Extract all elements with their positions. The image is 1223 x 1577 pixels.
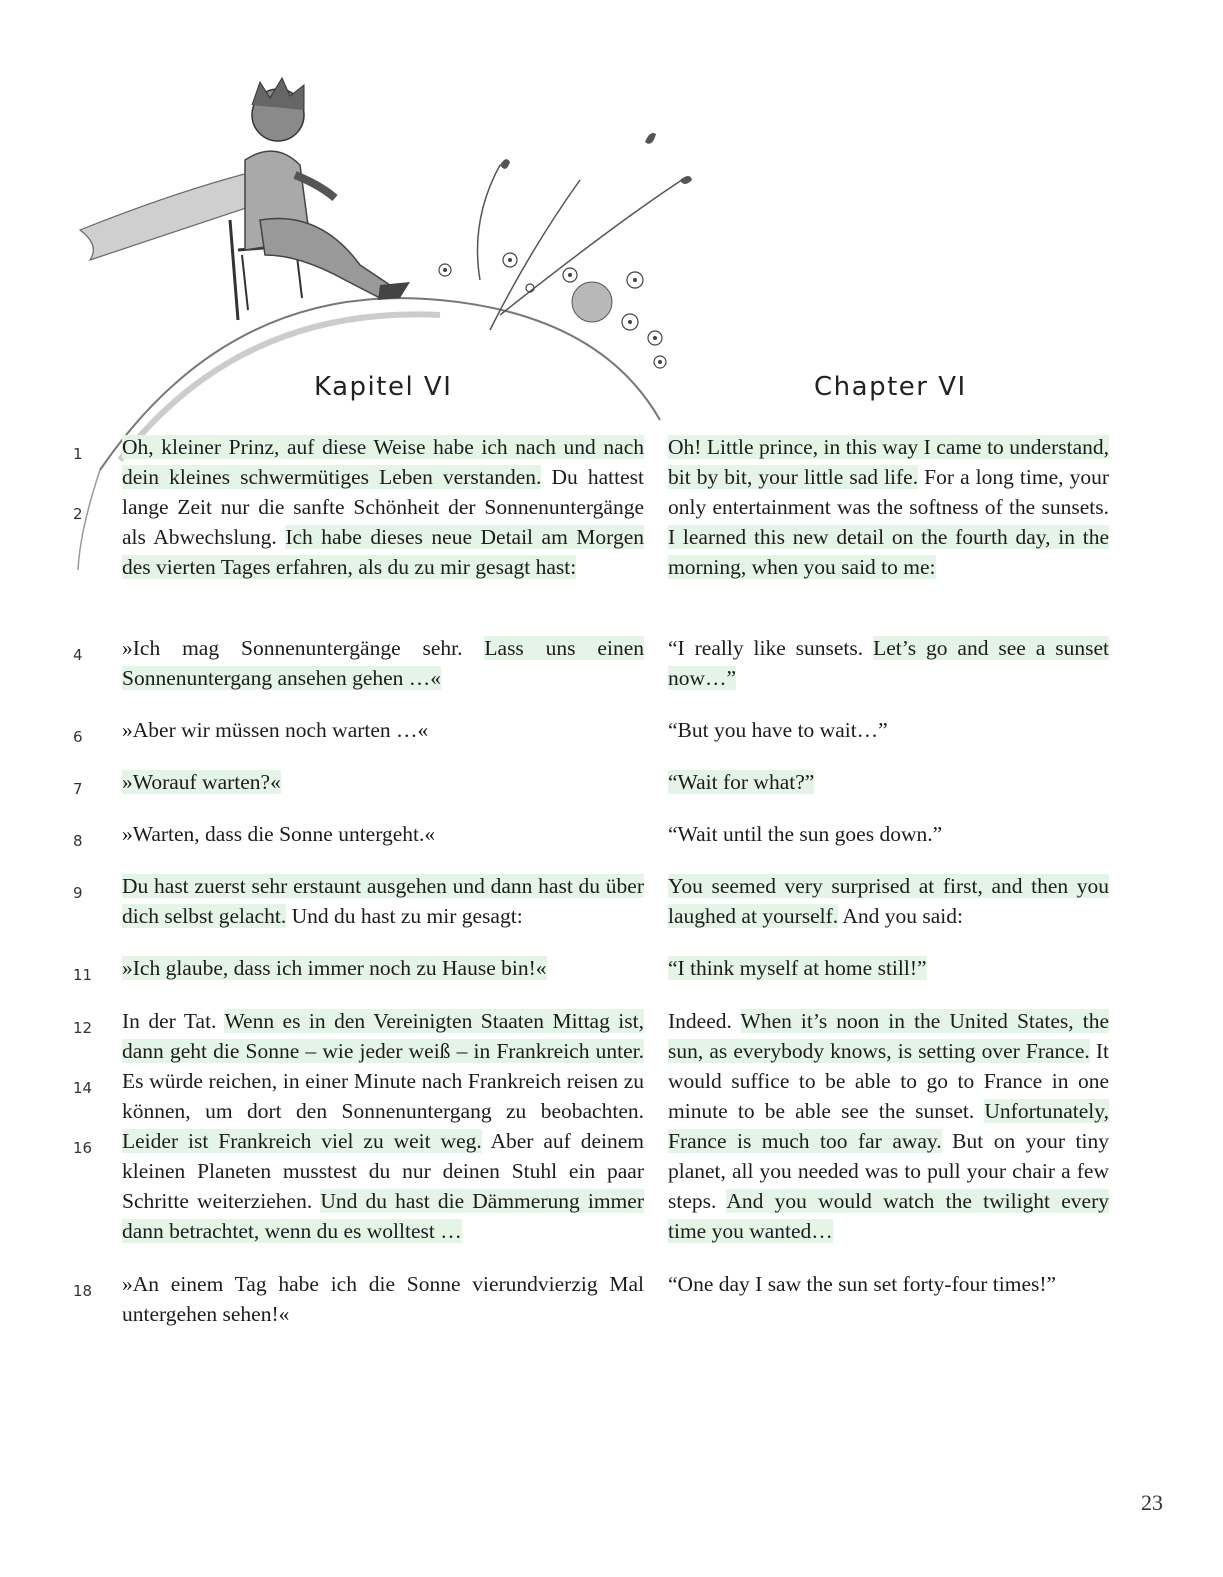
- sentence: Und du hast zu mir gesagt:: [286, 904, 523, 928]
- english-paragraph: [668, 432, 1109, 582]
- german-paragraph: [122, 432, 644, 582]
- sentence: In der Tat.: [122, 1009, 225, 1033]
- english-paragraph: [668, 715, 1109, 745]
- line-number: 6: [73, 728, 83, 746]
- german-paragraph: [122, 715, 644, 745]
- highlighted-sentence: »Worauf warten?«: [122, 770, 281, 794]
- line-number: 7: [73, 780, 83, 798]
- english-paragraph: [668, 871, 1109, 931]
- english-paragraph: [668, 1269, 1109, 1299]
- sentence: It would suffice to be able to go to France in one minute to be able see the sunset.: [668, 1039, 1109, 1123]
- english-paragraph: [668, 633, 1109, 693]
- sentence: Indeed.: [668, 1009, 741, 1033]
- line-number: 14: [73, 1079, 93, 1097]
- page-number: 23: [1141, 1490, 1163, 1515]
- highlighted-sentence: “I think myself at home still!”: [668, 956, 927, 980]
- highlighted-sentence: When it’s noon in the United States, the sun, as everybody knows, is setting over France.: [668, 1009, 1109, 1063]
- line-number: 18: [73, 1282, 93, 1300]
- sentence: »Warten, dass die Sonne untergeht.«: [122, 822, 436, 846]
- highlighted-sentence: Oh! Little prince, in this way I came to understand, bit by bit, your little sad life.: [668, 435, 1109, 489]
- line-number: 16: [73, 1139, 93, 1157]
- highlighted-sentence: Ich habe dieses neue Detail am Morgen des vierten Tages erfahren, als du zu mir gesagt hast:: [122, 525, 644, 579]
- english-paragraph: [668, 953, 1109, 983]
- sentence: Aber auf deinem kleinen Planeten musstest du nur deinen Stuhl ein paar Schritte weiterziehen.: [122, 1129, 644, 1213]
- highlighted-sentence: Leider ist Frankreich viel zu weit weg.: [122, 1129, 482, 1153]
- sentence: »An einem Tag habe ich die Sonne vierundvierzig Mal untergehen sehen!«: [122, 1272, 644, 1326]
- highlighted-sentence: »Ich glaube, dass ich immer noch zu Hause bin!«: [122, 956, 547, 980]
- sentence: »Ich mag Sonnenuntergänge sehr.: [122, 636, 485, 660]
- sentence: Es würde reichen, in einer Minute nach Frankreich reisen zu können, um dort den Sonnenuntergang zu beobachten.: [122, 1069, 644, 1123]
- chapter-title-german: Kapitel VI: [314, 372, 453, 402]
- highlighted-sentence: “Wait for what?”: [668, 770, 815, 794]
- highlighted-sentence: I learned this new detail on the fourth day, in the morning, when you said to me:: [668, 525, 1109, 579]
- german-paragraph: [122, 871, 644, 931]
- german-paragraph: [122, 633, 644, 693]
- english-paragraph: [668, 819, 1109, 849]
- highlighted-sentence: Und du hast die Dämmerung immer dann betrachtet, wenn du es wolltest …: [122, 1189, 644, 1243]
- highlighted-sentence: Oh, kleiner Prinz, auf diese Weise habe ich nach und nach dein kleines schwermütiges Leben verstanden.: [122, 435, 644, 489]
- german-paragraph: [122, 953, 644, 983]
- chapter-title-english: Chapter VI: [814, 372, 967, 402]
- line-number: 2: [73, 505, 83, 523]
- german-paragraph: [122, 1269, 644, 1329]
- highlighted-sentence: Let’s go and see a sunset now…”: [668, 636, 1109, 690]
- line-number: 8: [73, 832, 83, 850]
- highlighted-sentence: Unfortunately, France is much too far away.: [668, 1099, 1109, 1153]
- english-paragraph: [668, 1006, 1109, 1246]
- sentence: And you said:: [838, 904, 963, 928]
- german-paragraph: [122, 767, 644, 797]
- highlighted-sentence: Lass uns einen Sonnenuntergang ansehen gehen …«: [122, 636, 644, 690]
- highlighted-sentence: And you would watch the twilight every time you wanted…: [668, 1189, 1109, 1243]
- highlighted-sentence: You seemed very surprised at first, and then you laughed at yourself.: [668, 874, 1109, 928]
- highlighted-sentence: Wenn es in den Vereinigten Staaten Mittag ist, dann geht die Sonne – wie jeder weiß – in Frankreich unter.: [122, 1009, 644, 1063]
- line-number: 9: [73, 884, 83, 902]
- sentence: »Aber wir müssen noch warten …«: [122, 718, 429, 742]
- line-number: 1: [73, 445, 83, 463]
- sentence: For a long time, your only entertainment was the softness of the sunsets.: [668, 465, 1109, 519]
- sentence: “One day I saw the sun set forty-four times!”: [668, 1272, 1057, 1296]
- line-number: 12: [73, 1019, 93, 1037]
- sentence: “I really like sunsets.: [668, 636, 874, 660]
- line-number: 4: [73, 646, 83, 664]
- line-number: 11: [73, 966, 93, 984]
- german-paragraph: [122, 819, 644, 849]
- sentence: Du hattest lange Zeit nur die sanfte Schönheit der Sonnenuntergänge als Abwechslung.: [122, 465, 644, 549]
- german-paragraph: [122, 1006, 644, 1246]
- sentence: But on your tiny planet, all you needed was to pull your chair a few steps.: [668, 1129, 1110, 1213]
- english-paragraph: [668, 767, 1109, 797]
- sentence: “But you have to wait…”: [668, 718, 888, 742]
- highlighted-sentence: Du hast zuerst sehr erstaunt ausgehen und dann hast du über dich selbst gelacht.: [122, 874, 644, 928]
- sentence: “Wait until the sun goes down.”: [668, 822, 943, 846]
